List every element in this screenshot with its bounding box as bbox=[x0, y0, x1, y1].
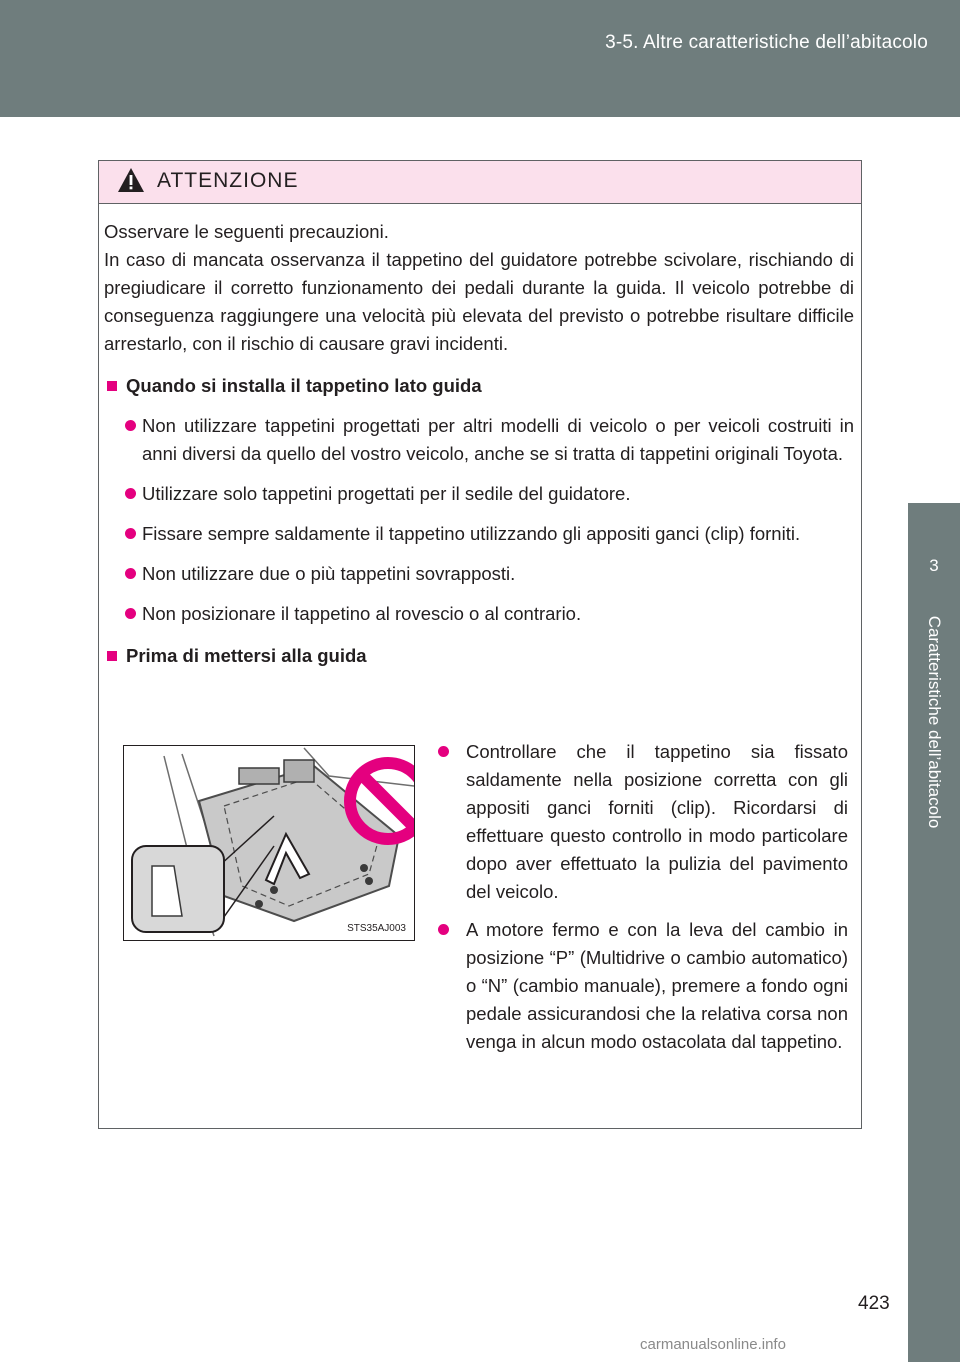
side-tab-upper-blank bbox=[908, 117, 960, 503]
warning-body bbox=[104, 218, 854, 670]
section-heading: Prima di mettersi alla guida bbox=[104, 642, 854, 670]
watermark: carmanualsonline.info bbox=[640, 1336, 786, 1353]
figure-code: STS35AJ003 bbox=[347, 923, 406, 934]
round-bullet-icon bbox=[125, 528, 136, 539]
round-bullet-icon bbox=[125, 568, 136, 579]
floor-mat-drawing bbox=[124, 746, 414, 940]
list-item: A motore fermo e con la leva del cambio in posizione “P” (Multidrive o cambio automatico) o “N” (cambio manuale), premere a fondo ogni pedale assicurandosi che la relativa corsa non venga in alcun modo ostacolata dal tappetino. bbox=[432, 916, 848, 1056]
round-bullet-icon bbox=[125, 608, 136, 619]
chapter-label: Caratteristiche dell’abitacolo bbox=[925, 615, 944, 829]
round-bullet-icon bbox=[438, 746, 449, 757]
section-heading: Quando si installa il tappetino lato guida bbox=[104, 372, 854, 400]
list-item: Non utilizzare due o più tappetini sovrapposti. bbox=[104, 560, 854, 588]
round-bullet-icon bbox=[125, 488, 136, 499]
floor-mat-illustration bbox=[123, 745, 415, 941]
section-title: 3-5. Altre caratteristiche dell’abitacolo bbox=[605, 32, 928, 53]
page-number: 423 bbox=[858, 1293, 890, 1314]
list-item: Non utilizzare tappetini progettati per altri modelli di veicolo o per veicoli costruiti in anni diversi da quello del vostro veicolo, anche se si tratta di tappetini originali Toyota. bbox=[104, 412, 854, 468]
list-item: Utilizzare solo tappetini progettati per il sedile del guidatore. bbox=[104, 480, 854, 508]
warning-paragraph: In caso di mancata osservanza il tappetino del guidatore potrebbe scivolare, rischiando di pregiudicare il corretto funzionamento dei pedali durante la guida. Il veicolo potrebbe di conseguenza raggiungere una velocità più elevata del previsto o potrebbe risultare difficile arrestarlo, con il rischio di causare gravi incidenti. bbox=[104, 249, 854, 354]
warning-triangle-icon bbox=[117, 167, 145, 193]
round-bullet-icon bbox=[125, 420, 136, 431]
before-driving-bullets bbox=[432, 738, 848, 1066]
warning-title: ATTENZIONE bbox=[157, 169, 299, 192]
round-bullet-icon bbox=[438, 924, 449, 935]
intro-text: Osservare le seguenti precauzioni. bbox=[104, 221, 389, 242]
list-item: Controllare che il tappetino sia fissato saldamente nella posizione corretta con gli appositi ganci forniti (clip). Ricordarsi di effettuare questo controllo in modo particolare dopo aver effettuato la pulizia del pavimento del veicolo. bbox=[432, 738, 848, 906]
header-band bbox=[0, 0, 960, 117]
list-item: Non posizionare il tappetino al rovescio o al contrario. bbox=[104, 600, 854, 628]
square-bullet-icon bbox=[107, 651, 117, 661]
square-bullet-icon bbox=[107, 381, 117, 391]
list-item: Fissare sempre saldamente il tappetino utilizzando gli appositi ganci (clip) forniti. bbox=[104, 520, 854, 548]
chapter-number: 3 bbox=[929, 556, 939, 575]
warning-header bbox=[99, 161, 861, 204]
